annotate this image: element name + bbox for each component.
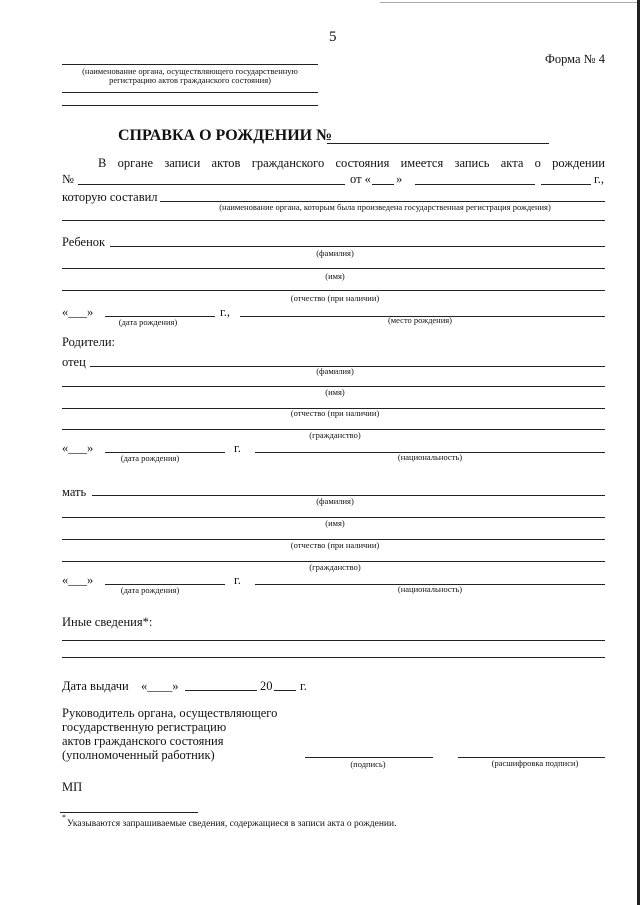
signature-line (305, 757, 433, 758)
child-birth-date-caption: (дата рождения) (118, 317, 178, 327)
child-surname-caption: (фамилия) (316, 248, 354, 258)
father-citizenship-caption: (гражданство) (309, 430, 361, 440)
page-number: 5 (329, 29, 337, 45)
father-surname-caption: (фамилия) (316, 366, 354, 376)
head-line-4: (уполномоченный работник) (62, 748, 215, 762)
mother-year-label: г. (234, 573, 241, 587)
child-label: Ребенок (62, 235, 106, 249)
quote-close: » (396, 172, 403, 186)
mother-birth-day: «___» (62, 573, 94, 587)
father-patronymic-caption: (отчество (при наличии) (290, 408, 380, 418)
child-birth-day: «___» (62, 305, 94, 319)
mother-citizenship-caption: (гражданство) (309, 562, 361, 572)
issue-year-line (274, 690, 296, 691)
issue-year-label: г. (300, 679, 307, 693)
signature-decode-caption: (расшифровка подписи) (491, 758, 579, 768)
issue-date-day: «____» (141, 679, 179, 693)
certificate-number-line (327, 143, 549, 144)
father-nationality-caption: (национальность) (397, 452, 463, 462)
other-info-line-1 (62, 640, 605, 641)
mother-birth-date-caption: (дата рождения) (120, 585, 180, 595)
record-number-label: № (62, 172, 74, 186)
compiled-caption: (наименование органа, которым была произведена государственная регистрация рождения) (219, 202, 551, 212)
from-label: от « (350, 172, 371, 186)
child-surname-line (110, 246, 605, 247)
child-year-label: г., (220, 305, 230, 319)
head-line-3: актов гражданского состояния (62, 734, 224, 748)
mother-name-caption: (имя) (325, 518, 345, 528)
mother-nationality-caption: (национальность) (397, 584, 463, 594)
father-label: отец (62, 355, 86, 369)
document-title: СПРАВКА О РОЖДЕНИИ № (118, 127, 333, 144)
issue-century: 20 (260, 679, 273, 693)
footnote-text: Указываются запрашиваемые сведения, содержащиеся в записи акта о рождении. (67, 819, 397, 829)
child-patronymic-caption: (отчество (при наличии) (290, 293, 380, 303)
form-label: Форма № 4 (545, 52, 605, 66)
signature-caption: (подпись) (350, 759, 386, 769)
compiled-label: которую составил (62, 190, 158, 204)
issue-date-label: Дата выдачи (62, 679, 129, 693)
record-year-line (541, 184, 591, 185)
org-line (62, 64, 318, 65)
compiled-line-2 (62, 220, 605, 221)
record-day-line (372, 184, 394, 185)
org-line-2 (62, 92, 318, 93)
mother-patronymic-caption: (отчество (при наличии) (290, 540, 380, 550)
mother-surname-caption: (фамилия) (316, 496, 354, 506)
org-line-3 (62, 105, 318, 106)
father-name-caption: (имя) (325, 387, 345, 397)
head-line-1: Руководитель органа, осуществляющего (62, 706, 278, 720)
stamp-label: МП (62, 780, 83, 794)
issue-month-line (185, 690, 257, 691)
child-name-caption: (имя) (325, 271, 345, 281)
record-number-line (78, 184, 345, 185)
intro-text: В органе записи актов гражданского состояния имеется запись акта о рождении (98, 156, 605, 170)
other-info-line-2 (62, 657, 605, 658)
mother-label: мать (62, 485, 87, 499)
child-birth-place-caption: (место рождения) (387, 315, 453, 325)
child-name-line (62, 268, 605, 269)
footnote-separator (60, 812, 198, 813)
father-birth-day: «___» (62, 441, 94, 455)
father-year-label: г. (234, 441, 241, 455)
org-caption-2: регистрацию актов гражданского состояния) (109, 75, 271, 85)
footnote-mark: * (62, 813, 66, 822)
child-patronymic-line (62, 290, 605, 291)
record-month-line (415, 184, 535, 185)
other-info-label: Иные сведения*: (62, 615, 153, 629)
org-caption-1: (наименование органа, осуществляющего государственную (82, 66, 298, 76)
record-year-label: г., (594, 172, 604, 186)
scan-edge-top (380, 2, 640, 3)
head-line-2: государственную регистрацию (62, 720, 227, 734)
father-birth-date-caption: (дата рождения) (120, 453, 180, 463)
parents-label: Родители: (62, 335, 115, 349)
